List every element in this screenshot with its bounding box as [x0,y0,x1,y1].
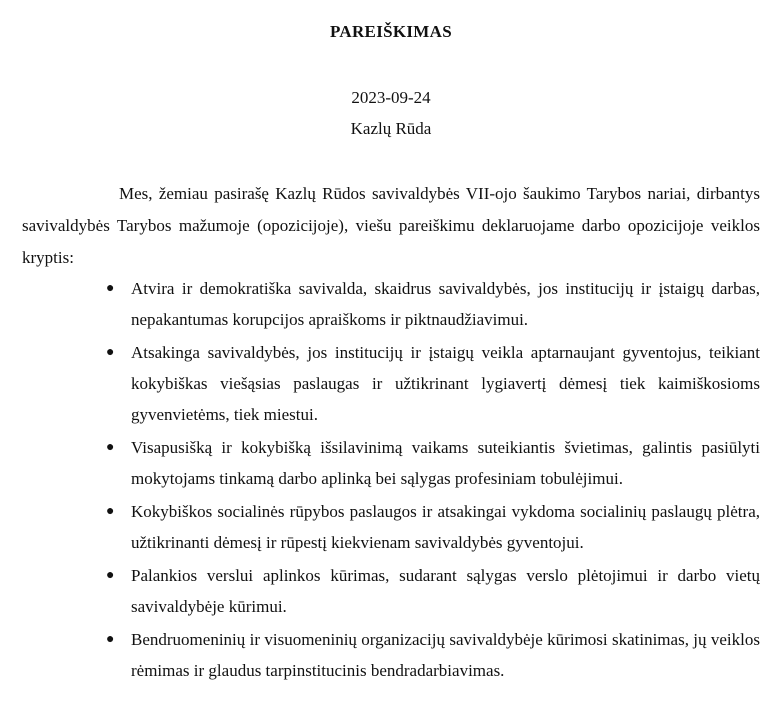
bullet-icon: ● [106,281,115,296]
bullet-icon: ● [106,568,115,583]
bullet-icon: ● [106,440,115,455]
list-item [98,496,760,558]
intro-paragraph: Mes, žemiau pasirašę Kazlų Rūdos savivaldybės VII-ojo šaukimo Tarybos nariai, dirbantys savivaldybės Tarybos mažumoje (opozicijoje), viešu pareiškimu deklaruojame darbo opozicijoje veiklos kryptis: [22,184,760,267]
document-date: 2023-09-24 [351,88,431,107]
bullet-icon: ● [106,504,115,519]
list-item-text: Atvira ir demokratiška savivalda, skaidrus savivaldybės, jos institucijų ir įstaigų darbas, nepakantumas korupcijos apraiškoms ir piktnaudžiavimui. [131,279,760,329]
list-item-text: Palankios verslui aplinkos kūrimas, sudarant sąlygas verslo plėtojimui ir darbo vietų savivaldybėje kūrimui. [131,566,760,616]
list-item [98,432,760,494]
list-item [98,560,760,622]
bullet-icon: ● [106,345,115,360]
list-item [98,273,760,335]
list-item-text: Kokybiškos socialinės rūpybos paslaugos ir atsakingai vykdoma socialinių paslaugų plėtra, užtikrinanti dėmesį ir rūpestį kiekvienam savivaldybės gyventojui. [131,502,760,552]
list-item-text: Atsakinga savivaldybės, jos institucijų ir įstaigų veikla aptarnaujant gyventojus, teikiant kokybiškas viešąsias paslaugas ir užtikrinant lygiavertį dėmesį tiek kaimiškosioms gyvenvietėms, tiek miestui. [131,343,760,424]
list-item [98,624,760,686]
list-item [98,337,760,430]
directions-list [98,273,760,688]
document-place: Kazlų Rūda [350,119,432,138]
document-title: PAREIŠKIMAS [329,22,452,41]
list-item-text: Visapusišką ir kokybišką išsilavinimą vaikams suteikiantis švietimas, galintis pasiūlyti mokytojams tinkamą darbo aplinką bei sąlygas profesiniam tobulėjimui. [131,438,760,488]
bullet-icon: ● [106,632,115,647]
list-item-text: Bendruomeninių ir visuomeninių organizacijų savivaldybėje kūrimosi skatinimas, jų veiklos rėmimas ir glaudus tarpinstitucinis bendradarbiavimas. [131,630,760,680]
